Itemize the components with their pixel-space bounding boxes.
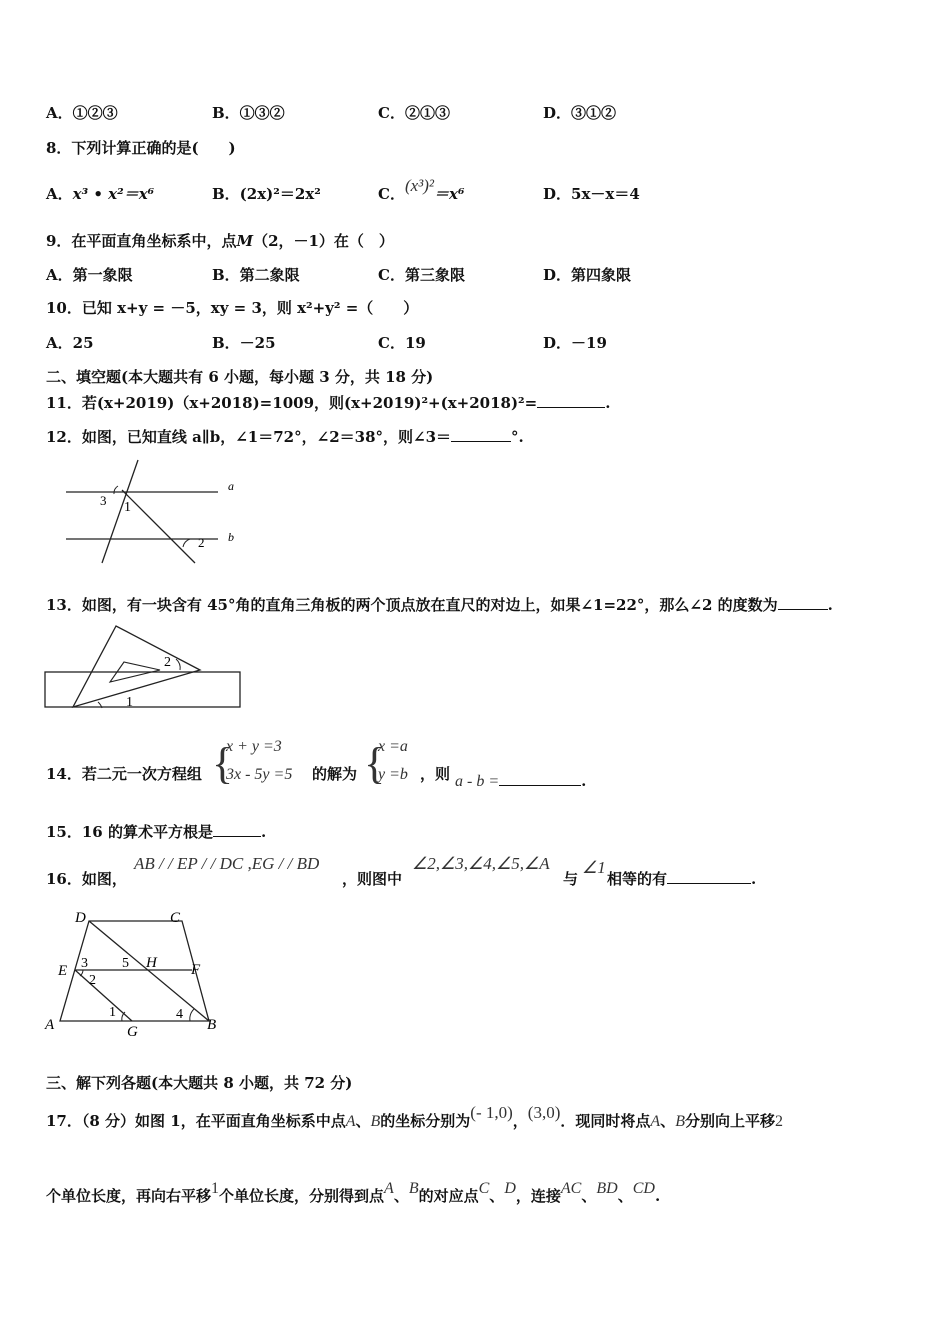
q17-line-1: 17．（8 分）如图 1，在平面直角坐标系中点A、B的坐标分别为(- 1,0)，(3,0)．现同时将点A、B分别向上平移2 [46,1103,783,1130]
q8-option-d: D．5x－x＝4 [543,185,640,203]
q10-stem: 10．已知 x+y = －5，xy = 3，则 x²+y² =（ ） [46,299,419,317]
label-3: 3 [81,956,88,971]
label-b: b [228,530,234,544]
section-2-heading: 二、填空题(本大题共有 6 小题，每小题 3 分，共 18 分) [46,368,434,386]
q9-option-d: D．第四象限 [543,266,632,284]
label-C: C [170,910,181,926]
figure-12 [60,455,250,570]
q14-mid: 的解为 [312,765,358,783]
transversal-1 [102,460,138,563]
q16-mid: ，则图中 [342,870,403,888]
label-B: B [207,1017,217,1033]
q14-solution: x =a y =b [378,738,408,783]
q9-stem: 9．在平面直角坐标系中，点M（2，－1）在（ ） [46,232,394,250]
q8-option-a: A．x³ • x²＝x⁶ [46,185,155,203]
q11: 11．若(x+2019)（x+2018)=1009，则(x+2019)²+(x+2018)²= . [46,394,611,412]
section-3-heading: 三、解下列各题(本大题共 8 小题，共 72 分) [46,1074,353,1092]
q7-option-d: D．③①② [543,104,617,122]
q7-option-c: C．②①③ [378,104,450,122]
ruler [45,672,240,707]
label-1: 1 [126,695,133,710]
q16-condition: AB / / EP / / DC ,EG / / BD [134,854,320,873]
label-D: D [75,910,86,926]
q13: 13．如图，有一块含有 45°角的直角三角板的两个顶点放在直尺的对边上，如果∠1=22°，那么∠2 的度数为 . [46,596,833,614]
label-1: 1 [109,1005,116,1020]
label-5: 5 [122,956,129,971]
label-3: 3 [100,493,107,508]
label-E: E [58,963,68,979]
q7-option-a: A．①②③ [46,104,118,122]
q10-option-a: A．25 [46,334,94,352]
q9-option-c: C．第三象限 [378,266,465,284]
q7-option-b: B．①③② [212,104,285,122]
figure-16 [42,906,227,1041]
q10-option-c: C．19 [378,334,426,352]
label-H: H [146,955,157,971]
q16-with: 与 [563,870,579,888]
q14-answer: a - b = . [455,772,587,790]
q16-angles: ∠2,∠3,∠4,∠5,∠A [412,854,550,873]
transversal-2 [122,490,195,563]
q12: 12．如图，已知直线 a∥b，∠1＝72°，∠2＝38°，则∠3＝ °. [46,428,524,446]
q10-option-d: D．－19 [543,334,607,352]
q9-option-a: A．第一象限 [46,266,133,284]
q9-option-b: B．第二象限 [212,266,300,284]
q8-option-b: B．(2x)²＝2x² [212,185,321,203]
label-4: 4 [176,1007,183,1022]
q15: 15．16 的算术平方根是 . [46,823,267,841]
q14-brace-2: { [364,739,386,788]
label-a: a [228,479,234,493]
q14-system: x + y =3 3x - 5y =5 [226,738,293,783]
label-2: 2 [164,655,171,670]
label-2: 2 [89,973,96,988]
triangle-outer [73,626,200,707]
q14-then: ，则 [420,765,451,783]
q14-pre: 14．若二元一次方程组 [46,765,202,783]
q8-stem: 8．下列计算正确的是( ) [46,139,236,157]
label-2: 2 [198,535,205,550]
label-F: F [191,962,201,978]
label-1: 1 [124,500,131,515]
label-G: G [127,1024,138,1040]
q16-pre: 16．如图， [46,870,127,888]
q10-option-b: B．－25 [212,334,276,352]
q17-line-2: 个单位长度，再向右平移1个单位长度，分别得到点A、B的对应点C、D，连接AC、BD、CD. [46,1180,661,1205]
q16-tail: 相等的有 . [607,870,757,888]
q14-brace-1: { [212,739,234,788]
q8-option-c: C．(x³)²＝x⁶ [378,176,465,203]
trapezoid [60,921,209,1021]
label-A: A [45,1017,55,1033]
figure-13 [44,622,244,712]
q16-angle-1: ∠1 [582,858,606,877]
